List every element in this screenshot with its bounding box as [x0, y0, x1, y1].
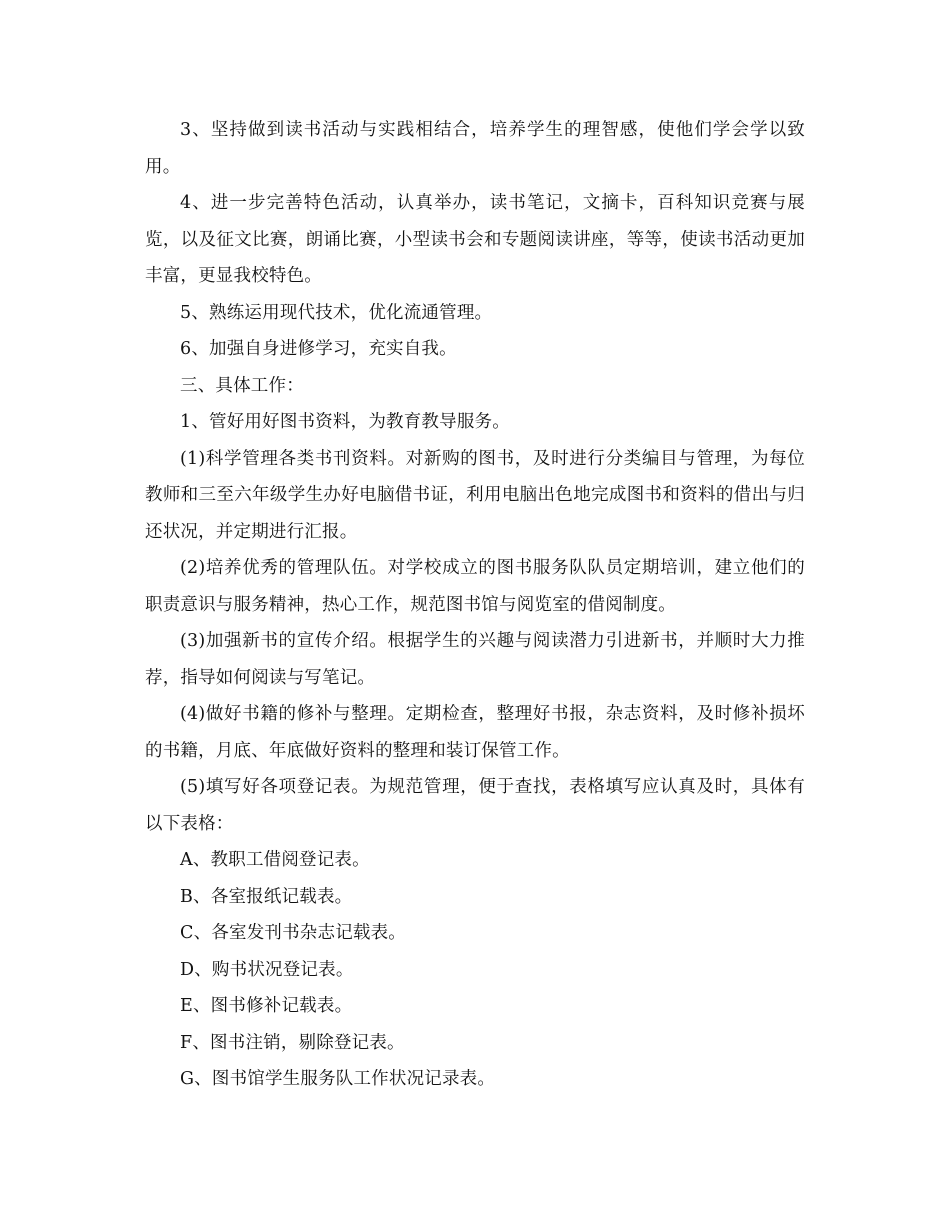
paragraph-work-1-item-4: (4)做好书籍的修补与整理。定期检查，整理好书报，杂志资料，及时修补损坏的书籍，月底、年底做好资料的整理和装订保管工作。 [145, 704, 805, 761]
form-list-item-b: B、各室报纸记载表。 [180, 886, 353, 907]
form-list-item-a: A、教职工借阅登记表。 [180, 850, 370, 870]
form-list-item-e: E、图书修补记载表。 [180, 996, 353, 1016]
paragraph-work-1: 1、管好用好图书资料，为教育教导服务。 [180, 412, 510, 432]
form-list-item-g: G、图书馆学生服务队工作状况记录表。 [180, 1069, 496, 1089]
section-heading-specific-work: 三、具体工作： [180, 375, 304, 396]
document-body [145, 112, 805, 1098]
form-list-item-f: F、图书注销，剔除登记表。 [180, 1032, 405, 1053]
paragraph-goal-5: 5、熟练运用现代技术，优化流通管理。 [180, 302, 493, 323]
paragraph-goal-3: 3、坚持做到读书活动与实践相结合，培养学生的理智感，使他们学会学以致用。 [145, 120, 805, 177]
paragraph-goal-6: 6、加强自身进修学习，充实自我。 [180, 339, 457, 359]
form-list-item-c: C、各室发刊书杂志记载表。 [180, 923, 406, 943]
paragraph-work-1-item-3: (3)加强新书的宣传介绍。根据学生的兴趣与阅读潜力引进新书，并顺时大力推荐，指导如何阅读与写笔记。 [145, 631, 805, 688]
paragraph-goal-4: 4、进一步完善特色活动，认真举办，读书笔记，文摘卡，百科知识竞赛与展览，以及征文比赛，朗诵比赛，小型读书会和专题阅读讲座，等等，使读书活动更加丰富，更显我校特色。 [145, 193, 805, 286]
paragraph-work-1-item-1: (1)科学管理各类书刊资料。对新购的图书，及时进行分类编目与管理，为每位教师和三至六年级学生办好电脑借书证，利用电脑出色地完成图书和资料的借出与归还状况，并定期进行汇报。 [145, 448, 805, 542]
form-list-item-d: D、购书状况登记表。 [180, 959, 354, 980]
paragraph-work-1-item-5: (5)填写好各项登记表。为规范管理，便于查找，表格填写应认真及时，具体有以下表格： [145, 777, 805, 834]
paragraph-work-1-item-2: (2)培养优秀的管理队伍。对学校成立的图书服务队队员定期培训，建立他们的职责意识与服务精神，热心工作，规范图书馆与阅览室的借阅制度。 [145, 558, 805, 615]
